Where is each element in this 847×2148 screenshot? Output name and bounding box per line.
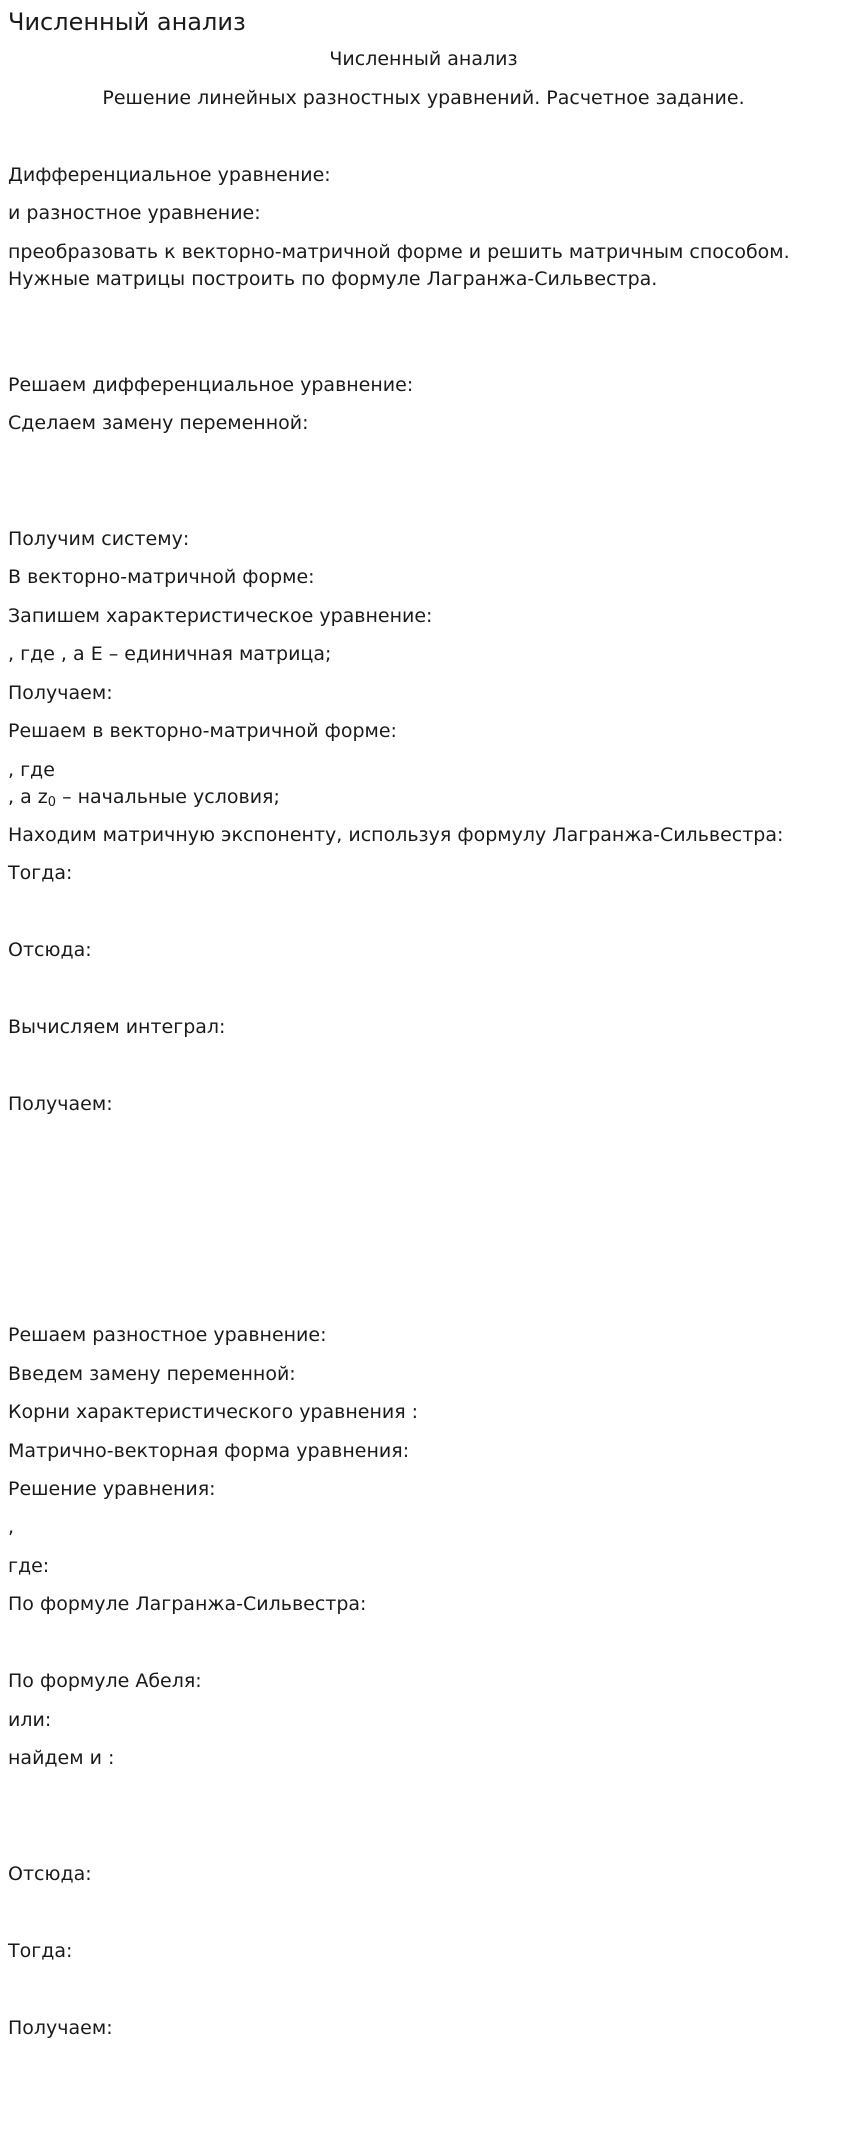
identity-matrix-note: , где , а E – единичная матрица; <box>8 643 332 665</box>
result-label-1: Получаем: <box>8 682 113 704</box>
hence-label-1: Отсюда: <box>8 939 92 961</box>
document-title: Численный анализ <box>329 48 518 70</box>
solve-diffr-heading: Решаем разностное уравнение: <box>8 1324 327 1346</box>
find-label: найдем и : <box>8 1747 115 1769</box>
result-label-3: Получаем: <box>8 2017 113 2039</box>
vector-matrix-form-label: В векторно-матричной форме: <box>8 566 315 588</box>
where-label-2: где: <box>8 1555 50 1577</box>
matrix-exponent-label: Находим матричную экспоненту, используя формулу Лагранжа-Сильвестра: <box>8 824 784 846</box>
then-label-2: Тогда: <box>8 1940 73 1962</box>
abel-label: По формуле Абеля: <box>8 1670 202 1692</box>
diffr-substitution-label: Введем замену переменной: <box>8 1363 296 1385</box>
solution-comma: , <box>8 1516 15 1538</box>
diff-substitution-label: Сделаем замену переменной: <box>8 412 309 434</box>
document-heading: Численный анализ <box>8 8 246 36</box>
char-eq-label: Запишем характеристическое уравнение: <box>8 605 433 627</box>
lagrange-label: По формуле Лагранжа-Сильвестра: <box>8 1593 367 1615</box>
char-roots-label: Корни характеристического уравнения : <box>8 1401 419 1423</box>
system-label: Получим систему: <box>8 528 190 550</box>
integral-label: Вычисляем интеграл: <box>8 1016 226 1038</box>
solution-label: Решение уравнения: <box>8 1478 216 1500</box>
task-instruction-line1: преобразовать к векторно-матричной форме и решить матричным способом. <box>8 241 790 263</box>
where-label-1: , где <box>8 759 55 781</box>
solve-vector-matrix-label: Решаем в векторно-матричной форме: <box>8 720 397 742</box>
task-diffr-eq-label: и разностное уравнение: <box>8 202 261 224</box>
hence-label-2: Отсюда: <box>8 1863 92 1885</box>
task-instruction-line2: Нужные матрицы построить по формуле Лагранжа-Сильвестра. <box>8 268 658 290</box>
document-subtitle: Решение линейных разностных уравнений. Расчетное задание. <box>102 87 745 109</box>
initial-conditions-suffix: – начальные условия; <box>56 786 280 808</box>
then-label-1: Тогда: <box>8 862 73 884</box>
task-diff-eq-label: Дифференциальное уравнение: <box>8 164 331 186</box>
matrix-vector-form-label: Матрично-векторная форма уравнения: <box>8 1440 410 1462</box>
solve-diff-heading: Решаем дифференциальное уравнение: <box>8 374 414 396</box>
result-label-2: Получаем: <box>8 1093 113 1115</box>
or-label: или: <box>8 1709 52 1731</box>
initial-conditions-note <box>8 784 280 816</box>
initial-conditions-prefix: , а z <box>8 786 48 808</box>
initial-conditions-subscript: 0 <box>47 795 57 810</box>
